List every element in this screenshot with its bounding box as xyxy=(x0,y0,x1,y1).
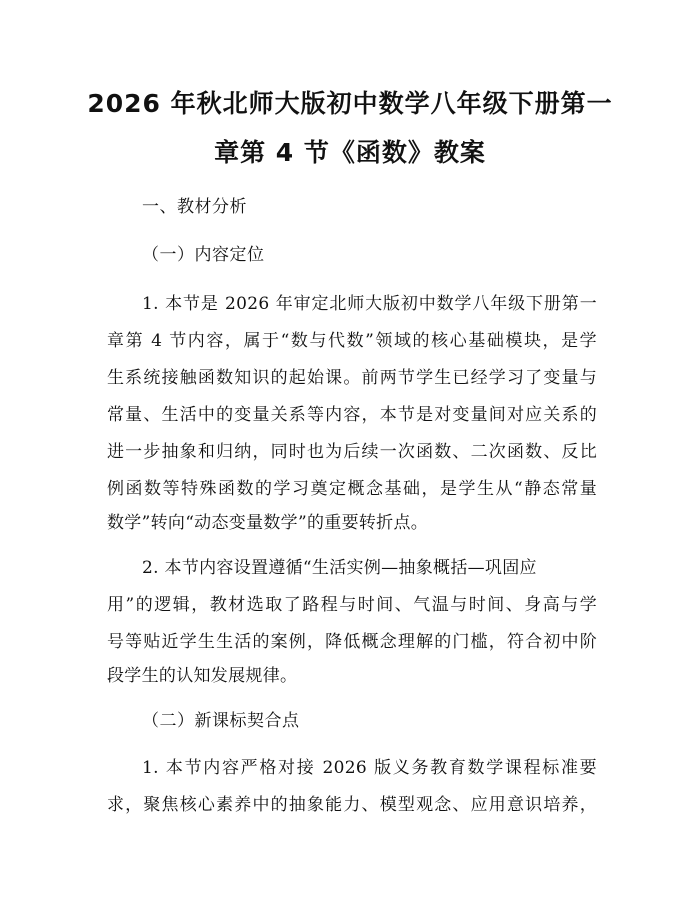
paragraph-1-line: 章第 4 节内容，属于“数与代数”领域的核心基础模块，是学 xyxy=(107,331,597,351)
paragraph-2-line: 段学生的认知发展规律。 xyxy=(107,666,298,686)
paragraph-2-line: 2. 本节内容设置遵循“生活实例—抽象概括—巩固应 xyxy=(142,558,537,578)
paragraph-1-line: 例函数等特殊函数的学习奠定概念基础，是学生从“静态常量 xyxy=(107,479,597,499)
paragraph-3-line: 求，聚焦核心素养中的抽象能力、模型观念、应用意识培养， xyxy=(107,795,597,815)
subsection-heading-curriculum-fit: （二）新课标契合点 xyxy=(142,711,300,731)
paragraph-1-line: 1. 本节是 2026 年审定北师大版初中数学八年级下册第一 xyxy=(142,294,597,314)
paragraph-1-line: 常量、生活中的变量关系等内容，本节是对变量间对应关系的 xyxy=(107,405,597,425)
document-title-line-1: 2026 年秋北师大版初中数学八年级下册第一 xyxy=(87,89,613,118)
paragraph-3-line: 1. 本节内容严格对接 2026 版义务教育数学课程标准要 xyxy=(142,758,597,778)
paragraph-2-line: 号等贴近学生生活的案例，降低概念理解的门槛，符合初中阶 xyxy=(107,632,597,652)
paragraph-2-line: 用”的逻辑，教材选取了路程与时间、气温与时间、身高与学 xyxy=(107,595,597,615)
subsection-heading-content-positioning: （一）内容定位 xyxy=(142,245,265,265)
section-heading-textbook-analysis: 一、教材分析 xyxy=(142,197,247,217)
document-title-line-2: 章第 4 节《函数》教案 xyxy=(214,138,486,167)
paragraph-1-line: 数学”转向“动态变量数学”的重要转折点。 xyxy=(107,513,429,533)
paragraph-1-line: 进一步抽象和归纳，同时也为后续一次函数、二次函数、反比 xyxy=(107,442,597,462)
paragraph-1-line: 生系统接触函数知识的起始课。前两节学生已经学习了变量与 xyxy=(107,368,597,388)
